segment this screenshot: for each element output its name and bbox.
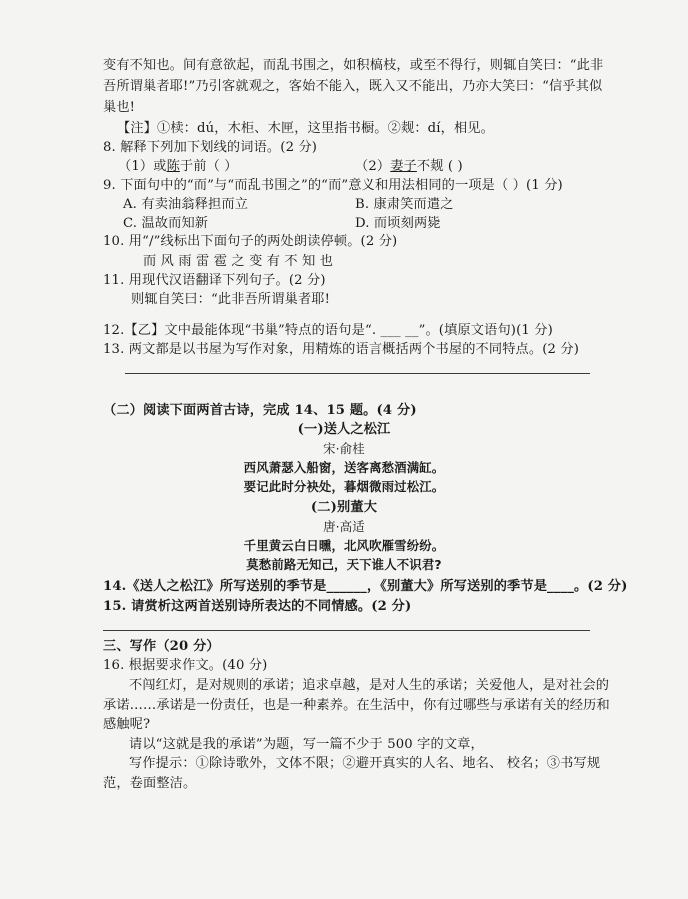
question-11-sentence: 则辄自笑曰：“此非吾所谓巢者耶! bbox=[131, 292, 331, 307]
q8b-underlined-word: 妻子 bbox=[390, 159, 417, 174]
essay-hints-line-1: 写作提示：①除诗歌外，文体不限；②避开真实的人名、地名、 校名；③书写规 bbox=[129, 756, 601, 771]
poem-2-line-1: 千里黄云白日曛，北风吹雁雪纷纷。 bbox=[243, 538, 445, 553]
passage-line-1: 变有不知也。间有意欲起，而乱书围之，如积槁枝，或至不得行，则辄自笑曰：“此非 bbox=[103, 58, 604, 73]
question-12: 12.【乙】文中最能体现“书巢”特点的语句是“. ___ __”。(填原文语句)(1 分) bbox=[103, 323, 553, 338]
q8a-underlined-word: 陈 bbox=[166, 159, 180, 174]
essay-hints-line-2: 范，卷面整洁。 bbox=[103, 776, 197, 791]
question-9: 9. 下面句中的“而”与“而乱书围之”的“而”意义和用法相同的一项是（ ）(1 分) bbox=[103, 178, 563, 193]
answer-line bbox=[125, 373, 590, 374]
question-10: 10. 用“/”线标出下面句子的两处朗读停顿。(2 分) bbox=[103, 234, 398, 249]
passage-line-2: 吾所谓巢者耶!”乃引客就观之，客始不能入，既入又不能出，乃亦大笑曰：“信乎其似 bbox=[103, 79, 603, 94]
poem-1-title: (一)送人之松江 bbox=[297, 422, 391, 437]
poem-1-line-1: 西风萧瑟入船窗，送客离愁酒满缸。 bbox=[243, 460, 445, 475]
annotation-note: 【注】①椟：dú，木柜、木匣，这里指书橱。②觌：dí，相见。 bbox=[117, 121, 494, 136]
question-8-item-2 bbox=[355, 158, 463, 176]
question-14: 14.《送人之松江》所写送别的季节是______，《别董大》所写送别的季节是____。(2 分) bbox=[103, 579, 628, 594]
poem-1-line-2: 要记此时分袂处，暮烟微雨过松江。 bbox=[243, 479, 445, 494]
question-9-option-b: B. 康肃笑而遣之 bbox=[355, 197, 454, 212]
essay-prompt-line-3: 感触呢? bbox=[103, 717, 151, 732]
q8b-suffix: 不觌 ( ) bbox=[416, 159, 463, 174]
question-16: 16. 根据要求作文。(40 分) bbox=[103, 658, 268, 673]
q8b-prefix: （2） bbox=[355, 159, 391, 174]
essay-prompt-line-2: 承诺……承诺是一份责任，也是一种素养。在生活中，你有过哪些与承诺有关的经历和 bbox=[103, 698, 610, 713]
q8a-prefix: （1）或 bbox=[118, 159, 167, 174]
essay-title-instruction: 请以“这就是我的承诺”为题，写一篇不少于 500 字的文章， bbox=[129, 737, 484, 752]
poem-2-author: 唐·高适 bbox=[323, 519, 365, 534]
question-10-sentence: 而 风 雨 雷 雹 之 变 有 不 知 也 bbox=[143, 254, 334, 269]
question-11: 11. 用现代汉语翻译下列句子。(2 分) bbox=[103, 273, 326, 288]
passage-line-3: 巢也! bbox=[103, 100, 136, 115]
section-2-heading: （二）阅读下面两首古诗，完成 14、15 题。(4 分) bbox=[103, 403, 417, 418]
essay-prompt-line-1: 不闯红灯，是对规则的承诺；追求卓越，是对人生的承诺；关爱他人，是对社会的 bbox=[129, 678, 610, 693]
question-13: 13. 两文都是以书屋为写作对象，用精炼的语言概括两个书屋的不同特点。(2 分) bbox=[103, 342, 580, 357]
question-9-option-d: D. 而顷刻两毙 bbox=[355, 216, 441, 231]
q8a-suffix: 于前（ ） bbox=[179, 159, 238, 174]
question-9-option-a: A. 有卖油翁释担而立 bbox=[123, 197, 249, 212]
question-8-item-1 bbox=[118, 158, 238, 176]
section-3-heading: 三、写作（20 分） bbox=[103, 639, 220, 654]
poem-1-author: 宋·俞桂 bbox=[323, 441, 365, 456]
question-15: 15. 请赏析这两首送别诗所表达的不同情感。(2 分) bbox=[103, 599, 412, 614]
question-9-option-c: C. 温故而知新 bbox=[123, 216, 209, 231]
answer-line-2 bbox=[103, 630, 590, 631]
question-8: 8. 解释下列加下划线的词语。(2 分) bbox=[103, 140, 318, 155]
poem-2-title: (二)别董大 bbox=[310, 500, 378, 515]
poem-2-line-2: 莫愁前路无知己，天下谁人不识君? bbox=[246, 557, 442, 572]
